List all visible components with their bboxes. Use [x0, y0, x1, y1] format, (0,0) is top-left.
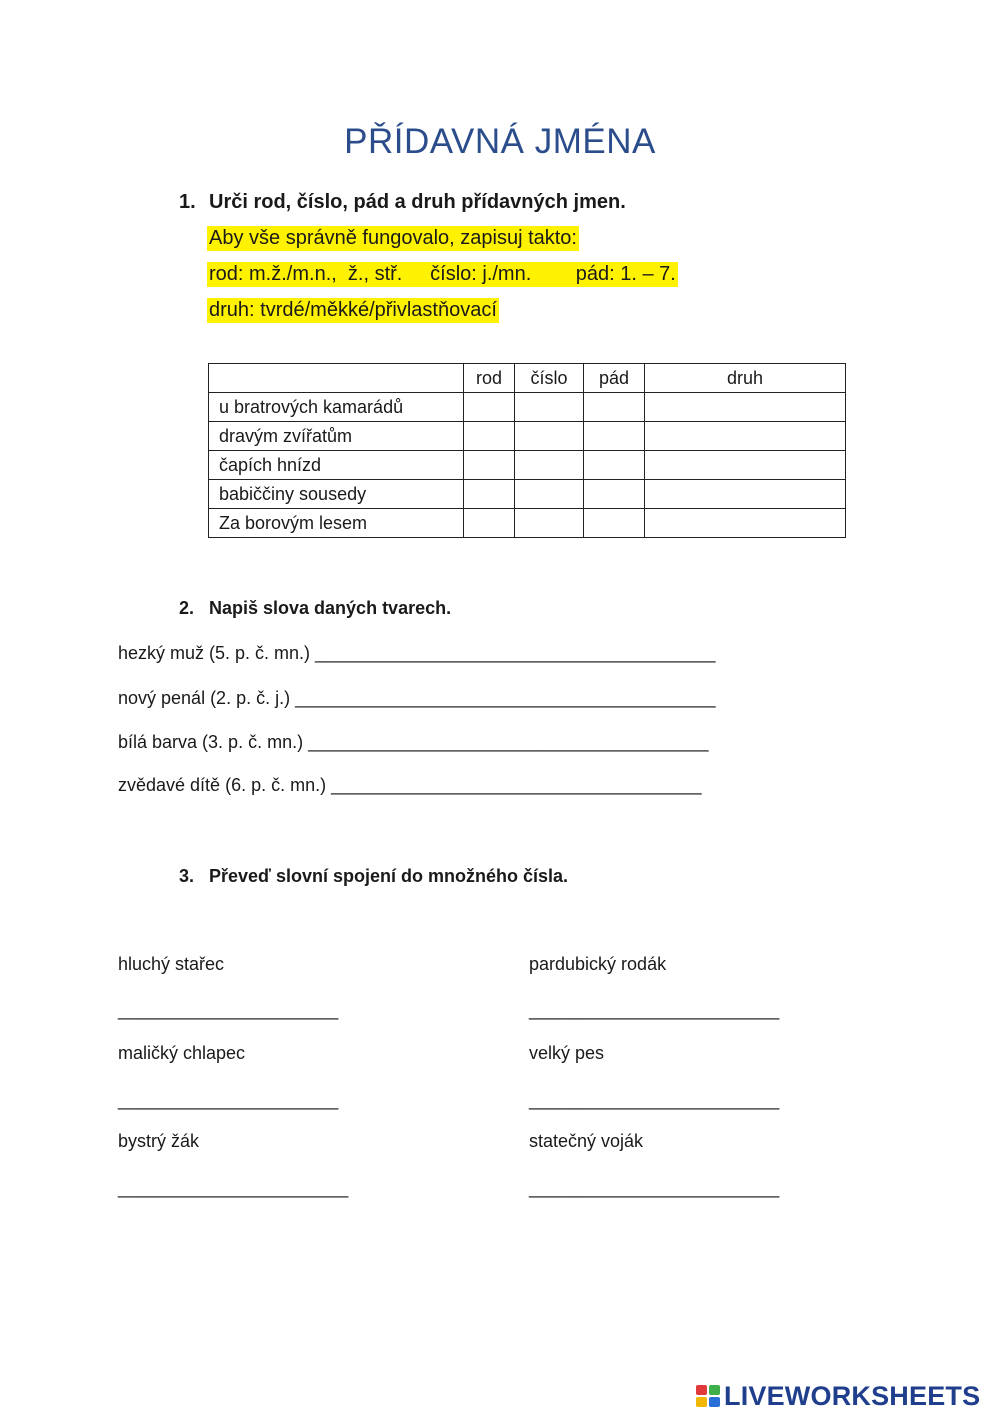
table-row: [209, 422, 846, 451]
table-header-pad: pád: [584, 364, 645, 393]
task1-number: 1.: [179, 191, 196, 213]
task2-line-4[interactable]: zvědavé dítě (6. p. č. mn.) _____________________________________: [118, 775, 702, 795]
page-title: PŘÍDAVNÁ JMÉNA: [344, 122, 656, 161]
answer-cell-pad[interactable]: [584, 422, 645, 451]
task1-heading: Urči rod, číslo, pád a druh přídavných jmen.: [209, 191, 626, 213]
table-header-row: [209, 364, 846, 393]
answer-cell-rod[interactable]: [464, 393, 515, 422]
task2-line-2[interactable]: nový penál (2. p. č. j.) __________________________________________: [118, 688, 716, 708]
logo-squares-icon: [696, 1385, 722, 1409]
table-row: [209, 393, 846, 422]
answer-cell-pad[interactable]: [584, 393, 645, 422]
task2-heading: Napiš slova daných tvarech.: [209, 598, 452, 618]
answer-cell-rod[interactable]: [464, 451, 515, 480]
task3-phrase: statečný voják: [529, 1131, 644, 1151]
task2-line-1[interactable]: hezký muž (5. p. č. mn.) ________________________________________: [118, 643, 716, 663]
answer-cell-cislo[interactable]: [515, 480, 584, 509]
answer-cell-druh[interactable]: [645, 451, 846, 480]
task3-heading: Převeď slovní spojení do množného čísla.: [209, 866, 569, 886]
table-header-rod: rod: [464, 364, 515, 393]
table-header-cislo: číslo: [515, 364, 584, 393]
task1-hint-line3: druh: tvrdé/měkké/přivlastňovací: [209, 299, 497, 321]
liveworksheets-logo: [696, 1381, 980, 1412]
table-row: [209, 480, 846, 509]
table-row: [209, 509, 846, 538]
answer-cell-cislo[interactable]: [515, 509, 584, 538]
answer-cell-druh[interactable]: [645, 480, 846, 509]
answer-cell-cislo[interactable]: [515, 393, 584, 422]
answer-cell-rod[interactable]: [464, 422, 515, 451]
task3-answer-blank[interactable]: ______________________: [118, 1000, 339, 1020]
answer-cell-pad[interactable]: [584, 451, 645, 480]
task2-line-3[interactable]: bílá barva (3. p. č. mn.) ________________________________________: [118, 732, 709, 752]
logo-text: LIVEWORKSHEETS: [724, 1381, 981, 1411]
table-row-phrase: dravým zvířatům: [209, 422, 464, 451]
answer-cell-druh[interactable]: [645, 422, 846, 451]
adjective-table: [208, 363, 846, 538]
task2-number: 2.: [179, 598, 195, 618]
task1-hint-line2: rod: m.ž./m.n., ž., stř. číslo: j./mn. pád: 1. – 7.: [209, 263, 676, 285]
answer-cell-rod[interactable]: [464, 480, 515, 509]
task3-phrase: bystrý žák: [118, 1131, 200, 1151]
table-row-phrase: babiččiny sousedy: [209, 480, 464, 509]
task3-number: 3.: [179, 866, 195, 886]
answer-cell-pad[interactable]: [584, 480, 645, 509]
answer-cell-rod[interactable]: [464, 509, 515, 538]
table-header-cell: [209, 364, 464, 393]
answer-cell-cislo[interactable]: [515, 451, 584, 480]
answer-cell-pad[interactable]: [584, 509, 645, 538]
task3-phrase: pardubický rodák: [529, 954, 667, 974]
task3-phrase: hluchý stařec: [118, 954, 225, 974]
table-row-phrase: čapích hnízd: [209, 451, 464, 480]
answer-cell-cislo[interactable]: [515, 422, 584, 451]
task3-phrase: velký pes: [529, 1043, 605, 1063]
task3-answer-blank[interactable]: _________________________: [529, 1000, 780, 1020]
answer-cell-druh[interactable]: [645, 393, 846, 422]
task3-answer-blank[interactable]: _________________________: [529, 1178, 780, 1198]
table-row-phrase: Za borovým lesem: [209, 509, 464, 538]
task3-answer-blank[interactable]: _______________________: [118, 1178, 349, 1198]
table-header-druh: druh: [645, 364, 846, 393]
table-row: [209, 451, 846, 480]
task3-answer-blank[interactable]: ______________________: [118, 1090, 339, 1110]
table-row-phrase: u bratrových kamarádů: [209, 393, 464, 422]
task3-phrase: maličký chlapec: [118, 1043, 246, 1063]
task1-hint-line1: Aby vše správně fungovalo, zapisuj takto:: [209, 227, 577, 249]
task3-answer-blank[interactable]: _________________________: [529, 1090, 780, 1110]
answer-cell-druh[interactable]: [645, 509, 846, 538]
